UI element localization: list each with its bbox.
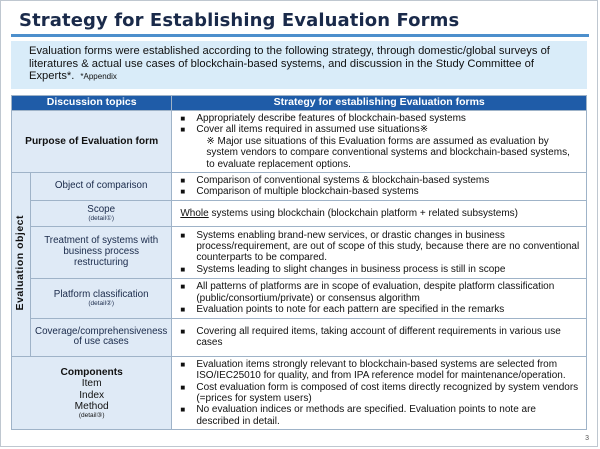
list-item: ■ Comparison of multiple blockchain-based systems — [180, 186, 580, 197]
list-item: ■ Evaluation items strongly relevant to blockchain-based systems are selected from ISO/IEC25010 for quality, and from IPA reference model for maintenance/operation. — [180, 359, 580, 382]
content-platform — [172, 278, 587, 318]
list-item: ■ All patterns of platforms are in scope of evaluation, despite platform classification (public/consortium/private) or consensus algorithm — [180, 281, 580, 304]
page-title: Strategy for Establishing Evaluation Forms — [19, 10, 460, 31]
topic-scope — [31, 200, 172, 226]
content-scope — [172, 200, 587, 226]
list-item: ■ Systems leading to slight changes in business process is still in scope — [180, 264, 580, 275]
topic-coverage: Coverage/comprehensiveness of use cases — [31, 318, 172, 356]
row-coverage — [12, 318, 587, 356]
platform-label: Platform classification — [53, 288, 149, 300]
content-purpose — [172, 111, 587, 173]
table-header-row — [12, 96, 587, 111]
intro-text: Evaluation forms were established according to the following strategy, through domestic/global surveys of literatures & actual use cases of blockchain-based systems, and discussion in the Study Committee of Experts*. — [29, 45, 550, 83]
strategy-table — [11, 95, 587, 430]
evaluation-object-label: Evaluation object — [14, 215, 27, 311]
content-object-comparison — [172, 173, 587, 201]
components-method-label: Method — [74, 400, 109, 412]
list-item: ■ Systems enabling brand-new services, or drastic changes in business process/requirement, are out of scope of this study, because there are no conventional counterparts to be compared. — [180, 230, 580, 264]
header-strategy: Strategy for establishing Evaluation forms — [172, 96, 587, 111]
header-discussion-topics: Discussion topics — [12, 96, 172, 111]
list-item: ■ Covering all required items, taking account of different requirements in various use cases — [180, 326, 580, 349]
page-number: 3 — [585, 435, 589, 442]
platform-detail: (detail②) — [88, 300, 115, 308]
purpose-note: ※ Major use situations of this Evaluation forms are assumed as evaluation by system vendors to compare conventional systems and blockchain-based systems, to evaluate replacement options. — [206, 135, 570, 170]
intro-box — [11, 41, 587, 89]
scope-underlined: Whole — [180, 207, 209, 219]
list-item: ■ Appropriately describe features of blockchain-based systems — [180, 113, 580, 124]
list-item: ■ Cover all items required in assumed use situations※ — [180, 124, 580, 135]
components-detail: (detail③) — [78, 412, 105, 420]
title-underline — [11, 34, 589, 37]
topic-treatment: Treatment of systems with business process restructuring — [31, 226, 172, 278]
row-scope — [12, 200, 587, 226]
content-coverage — [172, 318, 587, 356]
components-label: Components — [60, 366, 123, 378]
topic-purpose: Purpose of Evaluation form — [12, 111, 172, 173]
scope-label: Scope — [87, 203, 116, 215]
components-index-label: Index — [79, 389, 105, 401]
list-item: ■ Evaluation points to note for each pattern are specified in the remarks — [180, 304, 580, 315]
scope-detail: (detail①) — [88, 215, 115, 223]
topic-object-comparison: Object of comparison — [31, 173, 172, 201]
evaluation-object-label-cell — [12, 173, 31, 357]
content-components — [172, 356, 587, 429]
list-item: ■ Cost evaluation form is composed of cost items directly recognized by system vendors (=prices for system users) — [180, 382, 580, 405]
row-object-comparison — [12, 173, 587, 201]
appendix-note: *Appendix — [80, 72, 117, 82]
list-item: ■ Comparison of conventional systems & blockchain-based systems — [180, 175, 580, 186]
row-platform — [12, 278, 587, 318]
row-purpose — [12, 111, 587, 173]
row-treatment — [12, 226, 587, 278]
list-item: ■ No evaluation indices or methods are specified. Evaluation points to note are described in detail. — [180, 404, 580, 427]
topic-platform — [31, 278, 172, 318]
topic-components — [12, 356, 172, 429]
scope-text: systems using blockchain (blockchain platform + related subsystems) — [208, 207, 518, 219]
row-components — [12, 356, 587, 429]
content-treatment — [172, 226, 587, 278]
components-item-label: Item — [81, 378, 102, 390]
